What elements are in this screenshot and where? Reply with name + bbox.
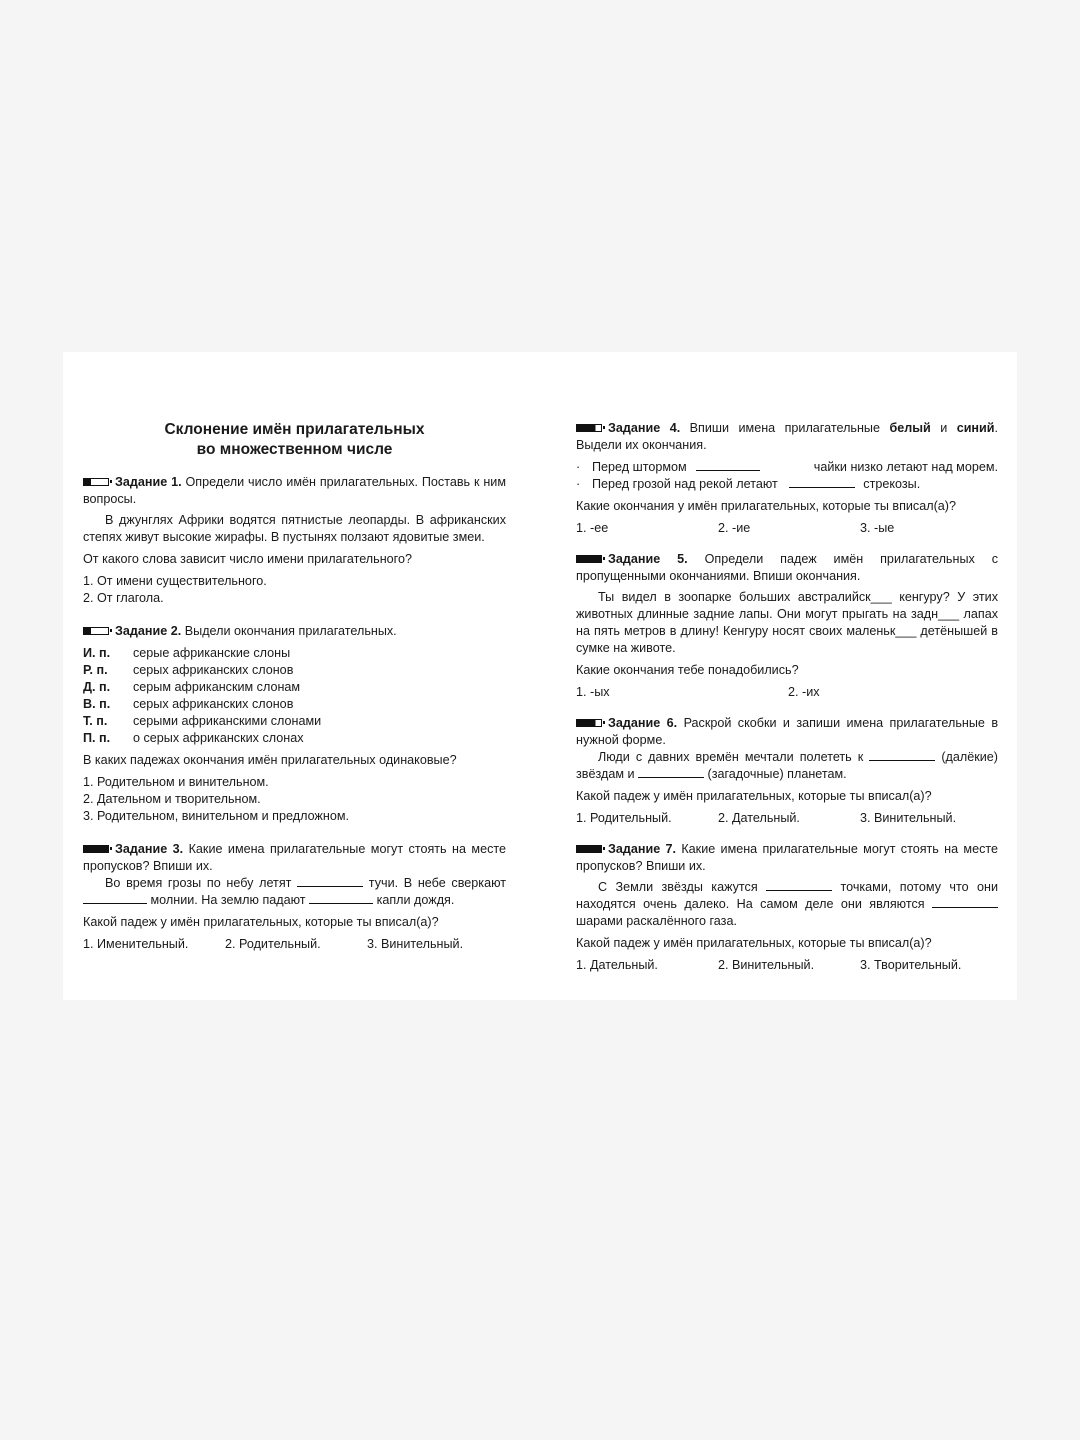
answer-options xyxy=(83,573,506,607)
difficulty-battery-icon xyxy=(576,845,602,853)
task-question: Какие окончания у имён прилагательных, которые ты вписал(а)? xyxy=(576,499,956,513)
task-3 xyxy=(83,841,506,953)
task-label: Задание 3. xyxy=(115,842,184,856)
answer-blank[interactable] xyxy=(869,749,935,761)
answer-options xyxy=(83,774,506,825)
task-question: Какой падеж у имён прилагательных, которые ты вписал(а)? xyxy=(576,936,932,950)
answer-option: 3. -ые xyxy=(860,521,895,535)
task-5 xyxy=(576,551,998,701)
case-row: П. п. о серых африканских слонах xyxy=(83,731,304,745)
title-line-1: Склонение имён прилагательных xyxy=(164,421,425,438)
task-label: Задание 2. xyxy=(115,624,182,638)
task-question: Какие окончания тебе понадобились? xyxy=(576,663,799,677)
answer-option: 2. Винительный. xyxy=(718,958,815,972)
task-instruction: Какие имена прилагательные могут стоять на месте пропусков? Впиши их. xyxy=(83,842,506,873)
answer-blank[interactable] xyxy=(696,459,760,471)
answer-option: 1. Дательный. xyxy=(576,958,658,972)
answer-blank[interactable] xyxy=(309,892,373,904)
task-instruction: Определи падеж имён прилагательных с пропущенными окончаниями. Впиши окончания. xyxy=(576,552,999,583)
bullet-list xyxy=(576,459,998,493)
answer-blank[interactable] xyxy=(297,875,363,887)
answer-option: 1. -ых xyxy=(576,685,610,699)
page-title xyxy=(83,420,506,460)
right-column xyxy=(576,352,998,974)
task-instruction: Раскрой скобки и запиши имена прилагательные в нужной форме. xyxy=(576,716,999,747)
case-row: И. п. серые африканские слоны xyxy=(83,646,291,660)
answer-blank[interactable] xyxy=(638,766,704,778)
task-instruction: Выдели окончания прилагательных. xyxy=(184,624,397,638)
bullet-item: · Перед грозой над рекой летают стрекозы. xyxy=(576,477,921,491)
task-2 xyxy=(83,623,506,825)
difficulty-battery-icon xyxy=(576,424,602,432)
task-text: С Земли звёзды кажутся точками, потому что они находятся очень далеко. На самом деле они являются шарами раскалённого газа. xyxy=(576,880,998,928)
answer-option: 2. Родительный. xyxy=(225,937,321,951)
task-question: В каких падежах окончания имён прилагательных одинаковые? xyxy=(83,753,457,767)
title-line-2: во множественном числе xyxy=(196,441,393,458)
case-table xyxy=(83,645,506,747)
case-row: В. п. серых африканских слонов xyxy=(83,697,294,711)
task-question: От какого слова зависит число имени прилагательного? xyxy=(83,552,413,566)
highlighted-word: белый xyxy=(889,421,931,435)
difficulty-battery-icon xyxy=(576,555,602,563)
answer-options xyxy=(576,810,998,827)
answer-option: 3. Творительный. xyxy=(860,958,962,972)
answer-options xyxy=(576,684,998,701)
task-label: Задание 7. xyxy=(608,842,677,856)
task-text: Люди с давних времён мечтали полететь к (далёкие) звёздам и (загадочные) планетам. xyxy=(576,750,998,781)
answer-blank[interactable] xyxy=(789,476,855,488)
difficulty-battery-icon xyxy=(576,719,602,727)
bullet-item: · Перед штормом чайки низко летают над морем. xyxy=(576,460,998,474)
task-label: Задание 5. xyxy=(608,552,688,566)
answer-option: 1. Именительный. xyxy=(83,937,189,951)
task-text: Ты видел в зоопарке больших австралийск___ кенгуру? У этих животных длинные задние лапы. Они могут прыгать на задн___ лапах на пять метров в длину! Кенгуру носят своих маленьк___ детёнышей в сумке на животе. xyxy=(576,590,998,655)
case-row: Р. п. серых африканских слонов xyxy=(83,663,294,677)
answer-option: 1. От имени существительного. xyxy=(83,574,267,588)
answer-option: 2. -ие xyxy=(718,521,751,535)
bullet-dot: · xyxy=(576,460,581,474)
answer-option: 3. Винительный. xyxy=(860,811,957,825)
answer-options xyxy=(576,520,998,537)
answer-option: 2. От глагола. xyxy=(83,591,164,605)
task-4: Задание 4. Впиши имена прилагательные белый и синий. Выдели их окончания. · Перед штормом чайки низко летают над морем. · Перед грозой над рекой летают стрекозы. Какие окончания у имён прилагательных, которые ты вписал(а)? 1. -ее 2. -ие 3. -ые xyxy=(576,421,999,535)
highlighted-word: синий xyxy=(956,421,995,435)
answer-option: 3. Винительный. xyxy=(367,937,464,951)
answer-option: 2. Дательном и творительном. xyxy=(83,792,261,806)
case-row: Т. п. серыми африканскими слонами xyxy=(83,714,322,728)
case-row: Д. п. серым африканским слонам xyxy=(83,680,301,694)
answer-option: 2. Дательный. xyxy=(718,811,800,825)
answer-options xyxy=(576,957,998,974)
task-question: Какой падеж у имён прилагательных, которые ты вписал(а)? xyxy=(576,789,932,803)
answer-option: 2. -их xyxy=(788,685,820,699)
difficulty-battery-icon xyxy=(83,845,109,853)
task-7 xyxy=(576,841,998,974)
difficulty-battery-icon xyxy=(83,627,109,635)
task-label: Задание 4. xyxy=(608,421,681,435)
bullet-dot: · xyxy=(576,477,581,491)
answer-blank[interactable] xyxy=(932,896,998,908)
task-text: В джунглях Африки водятся пятнистые леопарды. В африканских степях живут высокие жирафы. В пустынях ползают ядовитые змеи. xyxy=(83,513,506,544)
answer-blank[interactable] xyxy=(83,892,147,904)
answer-options xyxy=(83,936,506,953)
answer-option: 3. Родительном, винительном и предложном. xyxy=(83,809,349,823)
task-text: Во время грозы по небу летят тучи. В небе сверкают молнии. На землю падают капли дождя. xyxy=(83,875,506,909)
task-label: Задание 6. xyxy=(608,716,678,730)
answer-option: 1. -ее xyxy=(576,521,609,535)
task-instruction: Определи число имён прилагательных. Поставь к ним вопросы. xyxy=(83,475,506,506)
left-column xyxy=(83,352,506,953)
difficulty-battery-icon xyxy=(83,478,109,486)
task-instruction: Какие имена прилагательные могут стоять на месте пропусков? Впиши их. xyxy=(576,842,998,873)
task-1 xyxy=(83,474,506,607)
task-question: Какой падеж у имён прилагательных, которые ты вписал(а)? xyxy=(83,915,439,929)
answer-option: 1. Родительный. xyxy=(576,811,672,825)
answer-option: 1. Родительном и винительном. xyxy=(83,775,269,789)
task-6 xyxy=(576,715,998,827)
workbook-page xyxy=(63,352,1017,1000)
answer-blank[interactable] xyxy=(766,879,832,891)
task-label: Задание 1. xyxy=(115,475,182,489)
